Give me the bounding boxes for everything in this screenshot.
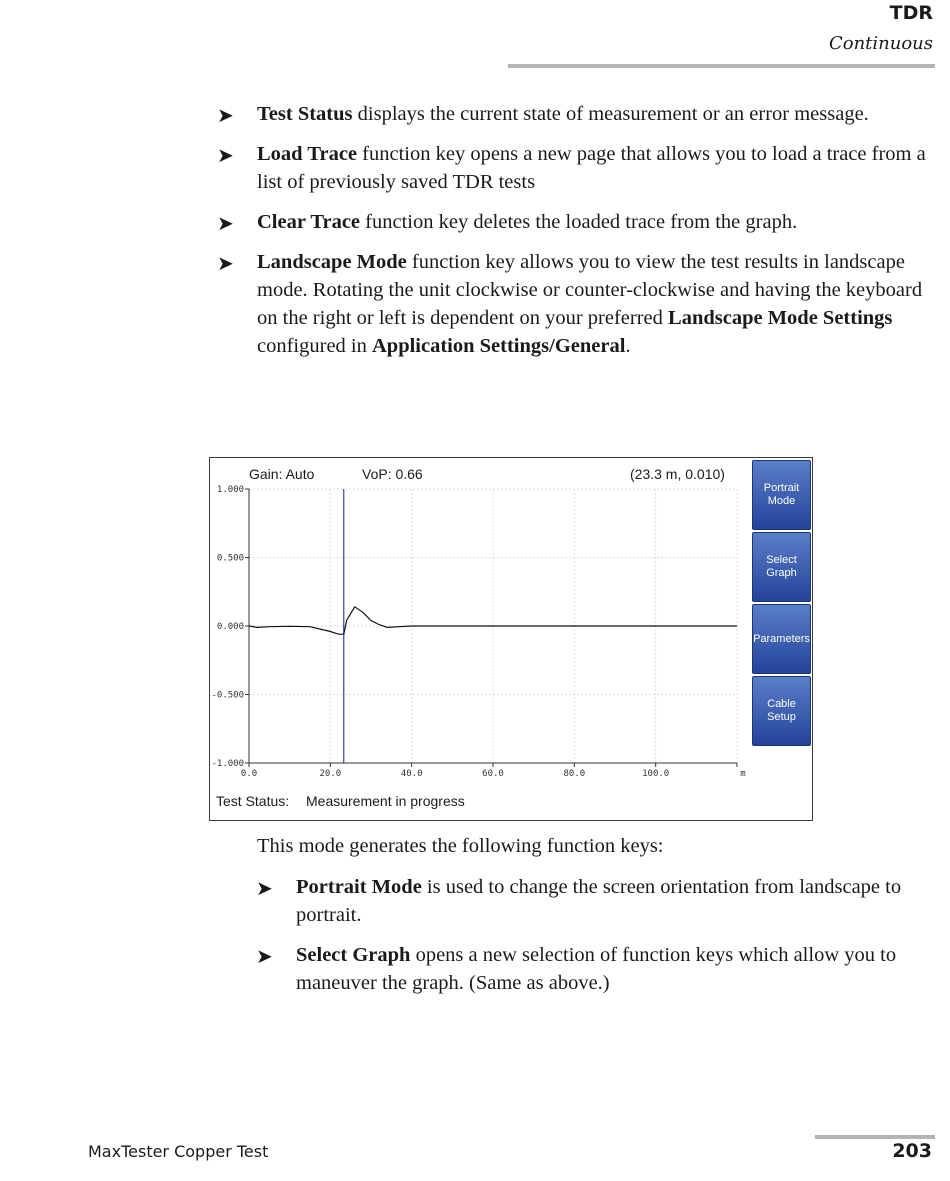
x-tick-label: 20.0	[319, 769, 342, 779]
portrait-mode-button[interactable]: Portrait Mode	[752, 460, 811, 530]
parameters-button[interactable]: Parameters	[752, 604, 811, 674]
y-tick-label: -1.000	[211, 759, 244, 769]
x-unit-label: m	[740, 769, 746, 779]
page-number: 203	[892, 1140, 932, 1162]
header-title: TDR	[889, 2, 933, 24]
cable-setup-button[interactable]: Cable Setup	[752, 676, 811, 746]
footer-rule	[815, 1135, 935, 1139]
select-graph-button[interactable]: Select Graph	[752, 532, 811, 602]
arrow-bullet-icon: ➤	[217, 211, 234, 235]
tdr-graph[interactable]	[210, 458, 750, 788]
function-keys-intro: This mode generates the following function keys:	[257, 835, 664, 857]
y-tick-label: -0.500	[211, 690, 244, 701]
y-tick-label: 1.000	[216, 485, 244, 495]
bullet-portrait-mode: ➤ Portrait Mode is used to change the screen orientation from landscape to portrait.	[256, 876, 902, 926]
header-subtitle: Continuous	[828, 33, 933, 54]
arrow-bullet-icon: ➤	[217, 143, 234, 167]
vop-readout: VoP: 0.66	[362, 466, 423, 482]
arrow-bullet-icon: ➤	[217, 103, 234, 127]
cursor-coordinates: (23.3 m, 0.010)	[630, 466, 725, 482]
gain-readout: Gain: Auto	[249, 466, 315, 482]
x-tick-label: 60.0	[482, 769, 504, 779]
bullet-landscape-mode: ➤ Landscape Mode function key allows you to view the test results in landscape mode. Rotating the unit clockwise or counter-clockwise and having the keyboard on the right or left is dependent on your preferred Landscape Mode Settings configured in Application Settings/General.	[217, 251, 923, 357]
arrow-bullet-icon: ➤	[256, 876, 273, 900]
bullet-clear-trace: ➤ Clear Trace function key deletes the loaded trace from the graph.	[217, 211, 798, 235]
bullet-load-trace: ➤ Load Trace function key opens a new page that allows you to load a trace from a list of previously saved TDR tests	[217, 143, 926, 193]
header-rule	[508, 64, 935, 68]
x-tick-label: 40.0	[400, 769, 423, 779]
y-tick-label: 0.000	[216, 622, 244, 632]
x-tick-label: 0.0	[240, 769, 258, 779]
y-tick-label: 0.500	[216, 553, 244, 564]
bullet-list	[217, 100, 932, 372]
sub-bullet-list	[256, 873, 932, 1009]
test-status-label: Test Status:	[216, 793, 290, 809]
bullet-select-graph: ➤ Select Graph opens a new selection of function keys which allow you to maneuver the graph. (Same as above.)	[256, 944, 897, 994]
footer-title: MaxTester Copper Test	[88, 1142, 269, 1161]
arrow-bullet-icon: ➤	[256, 944, 273, 968]
test-status-value: Measurement in progress	[306, 793, 465, 809]
device-screenshot	[209, 457, 813, 821]
arrow-bullet-icon: ➤	[217, 251, 234, 275]
bullet-test-status: ➤ Test Status displays the current state of measurement or an error message.	[217, 103, 869, 127]
x-tick-label: 80.0	[563, 769, 586, 779]
x-tick-label: 100.0	[642, 769, 670, 779]
